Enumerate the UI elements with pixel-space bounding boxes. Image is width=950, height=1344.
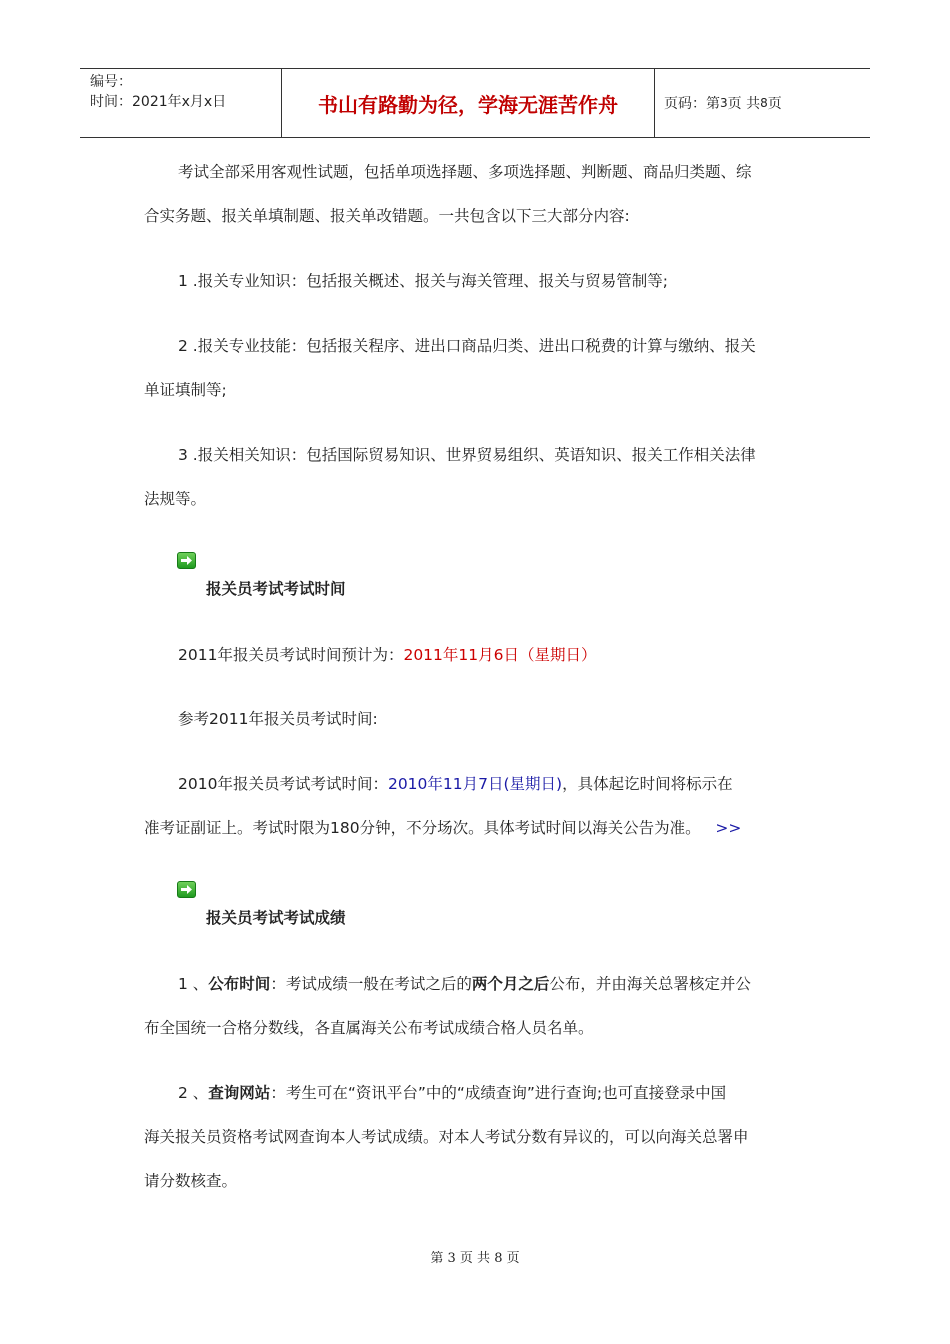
document-header [80,68,870,138]
score-item-1-label: 公布时间 [208,975,271,993]
header-number: 编号： [90,74,132,90]
header-meta [80,69,282,137]
score-item-2-line-3: 请分数核查。 [144,1172,238,1190]
section-title-exam-score: 报关员考试考试成绩 [206,909,346,927]
item-3-line-2: 法规等。 [144,490,207,508]
section-title-exam-time: 报关员考试考试时间 [206,580,346,598]
exam-2010-line-1 [144,762,809,806]
exam-date-2010: 2010年11月7日(星期日) [387,775,563,793]
intro-line-2: 合实务题、报关单填制题、报关单改错题。一共包含以下三大部分内容: [144,207,630,225]
score-item-1-bold: 两个月之后 [471,975,550,993]
exam-2010-prefix: 2010年报关员考试考试时间： [178,775,388,793]
score-item-2-label: 查询网站 [208,1084,271,1102]
arrow-right-icon [177,552,196,569]
item-2-line-2: 单证填制等; [144,381,227,399]
score-item-2-line-2: 海关报关员资格考试网查询本人考试成绩。对本人考试分数有异议的，可以向海关总署申 [144,1128,749,1146]
exam-time-prefix: 2011年报关员考试时间预计为： [178,646,404,664]
page-mid: 页 共 [727,96,761,112]
exam-date-2011: 2011年11月6日（星期日） [403,646,597,664]
list-item [144,433,809,521]
more-link[interactable]: >> [715,819,742,837]
score-item-1-line-2: 布全国统一合格分数线，各直属海关公布考试成绩合格人员名单。 [144,1019,594,1037]
page-footer: 第 3 页 共 8 页 [430,1251,520,1266]
intro-paragraph [144,150,809,238]
arrow-right-icon [177,881,196,898]
header-page-info [655,69,870,137]
page-total: 8 [760,96,768,110]
header-motto: 书山有路勤为径，学海无涯苦作舟 [282,69,655,137]
score-item-2-line-1 [144,1071,809,1115]
item-2-line-1: 2 .报关专业技能：包括报关程序、进出口商品归类、进出口税费的计算与缴纳、报关 [178,337,756,355]
exam-time-line-1 [144,633,809,677]
score-item-1-text-a: ：考试成绩一般在考试之后的 [270,975,472,993]
item-1-line-1: 1 .报关专业知识：包括报关概述、报关与海关管理、报关与贸易管制等; [178,272,668,290]
exam-2010-suffix: ，具体起讫时间将标示在 [562,775,733,793]
exam-2010-paragraph [144,762,809,850]
list-item [144,324,809,412]
page-suffix: 页 [767,96,782,112]
header-time: 时间：2021年x月x日 [90,94,227,110]
score-item-1-text-b: 公布，并由海关总署核定并公 [549,975,751,993]
score-item-2-num: 2 、 [178,1084,209,1102]
score-item-2 [144,1071,809,1203]
list-item [144,259,809,303]
score-item-1 [144,962,809,1050]
score-item-1-line-1 [144,962,809,1006]
page-number: 3 [720,96,728,110]
reference-paragraph [144,697,809,741]
exam-time-paragraph [144,633,809,677]
score-item-1-num: 1 、 [178,975,209,993]
score-item-2-text: ：考生可在“资讯平台”中的“成绩查询”进行查询;也可直接登录中国 [270,1084,727,1102]
exam-2010-line-2 [144,806,809,850]
exam-2010-text: 准考证副证上。考试时限为180分钟，不分场次。具体考试时间以海关公告为准。 [144,819,701,837]
reference-line: 参考2011年报关员考试时间: [178,710,378,728]
page-prefix: 页码：第 [664,96,720,112]
item-3-line-1: 3 .报关相关知识：包括国际贸易知识、世界贸易组织、英语知识、报关工作相关法律 [178,446,756,464]
intro-line-1: 考试全部采用客观性试题，包括单项选择题、多项选择题、判断题、商品归类题、综 [178,163,752,181]
